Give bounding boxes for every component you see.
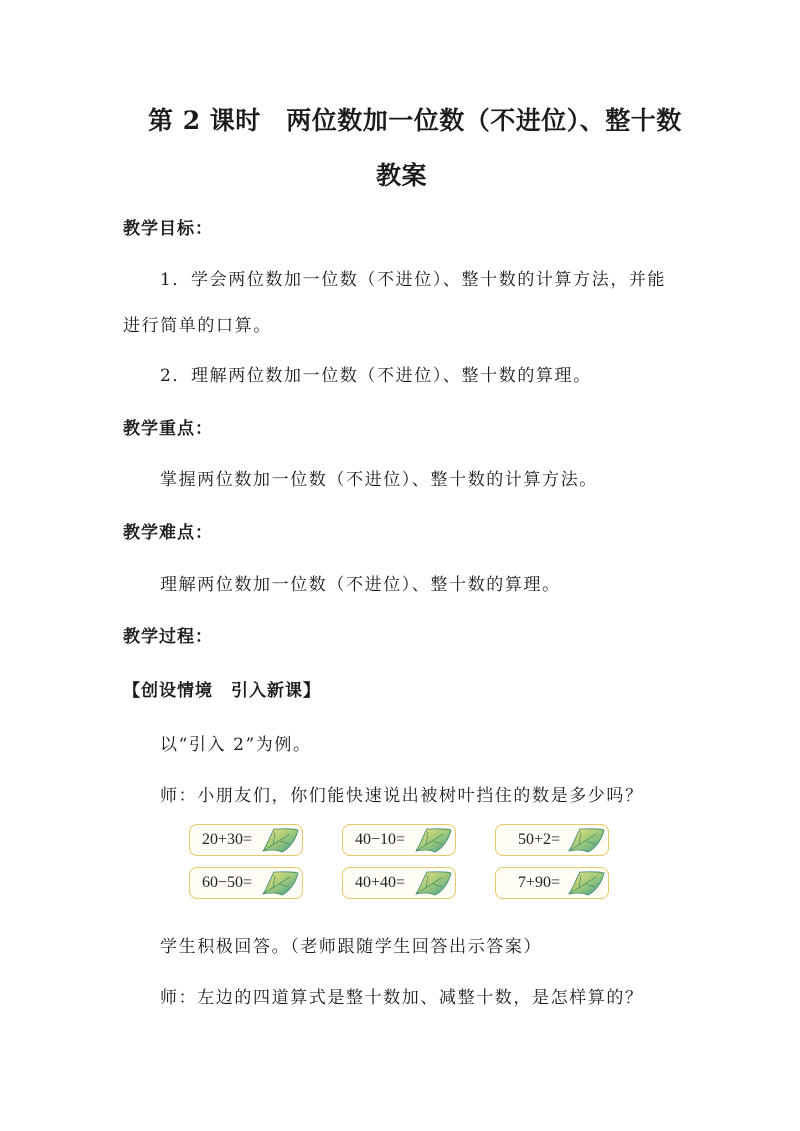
goal-item-2: 2．理解两位数加一位数（不进位）、整十数的算理。 — [160, 366, 592, 386]
stage-1-heading: 【创设情境 引入新课】 — [123, 681, 321, 701]
process-paragraph-1: 以“引入 2”为例。 — [160, 735, 312, 755]
process-paragraph-2: 师：小朋友们，你们能快速说出被树叶挡住的数是多少吗？ — [160, 786, 644, 806]
exercise-expression: 40−10= — [355, 831, 406, 848]
exercise-card — [495, 824, 609, 856]
key-points-heading: 教学重点： — [123, 419, 213, 439]
leaf-icon — [260, 869, 300, 897]
exercise-expression: 50+2= — [518, 831, 561, 848]
key-points-text: 掌握两位数加一位数（不进位）、整十数的计算方法。 — [160, 470, 598, 490]
goal-item-1-line1: 1．学会两位数加一位数（不进位）、整十数的计算方法，并能 — [160, 270, 667, 290]
exercise-card — [189, 867, 303, 899]
process-paragraph-4: 师：左边的四道算式是整十数加、减整十数，是怎样算的？ — [160, 988, 644, 1008]
leaf-icon — [413, 826, 453, 854]
exercise-card — [189, 824, 303, 856]
page-subtitle: 教案 — [376, 161, 428, 190]
leaf-icon — [413, 869, 453, 897]
page-title: 第 2 课时 两位数加一位数（不进位）、整十数 — [148, 106, 682, 135]
difficulties-text: 理解两位数加一位数（不进位）、整十数的算理。 — [160, 575, 561, 595]
exercise-expression: 20+30= — [202, 831, 253, 848]
goal-item-1-line2: 进行简单的口算。 — [123, 316, 272, 336]
process-paragraph-3: 学生积极回答。（老师跟随学生回答出示答案） — [160, 937, 543, 957]
goals-heading: 教学目标： — [123, 219, 213, 239]
exercise-card — [342, 867, 456, 899]
exercise-card — [495, 867, 609, 899]
exercise-card — [342, 824, 456, 856]
exercise-expression: 60−50= — [202, 874, 253, 891]
exercise-expression: 7+90= — [518, 874, 561, 891]
leaf-icon — [566, 826, 606, 854]
leaf-icon — [260, 826, 300, 854]
difficulties-heading: 教学难点： — [123, 523, 213, 543]
exercise-expression: 40+40= — [355, 874, 406, 891]
process-heading: 教学过程： — [123, 627, 213, 647]
leaf-icon — [566, 869, 606, 897]
